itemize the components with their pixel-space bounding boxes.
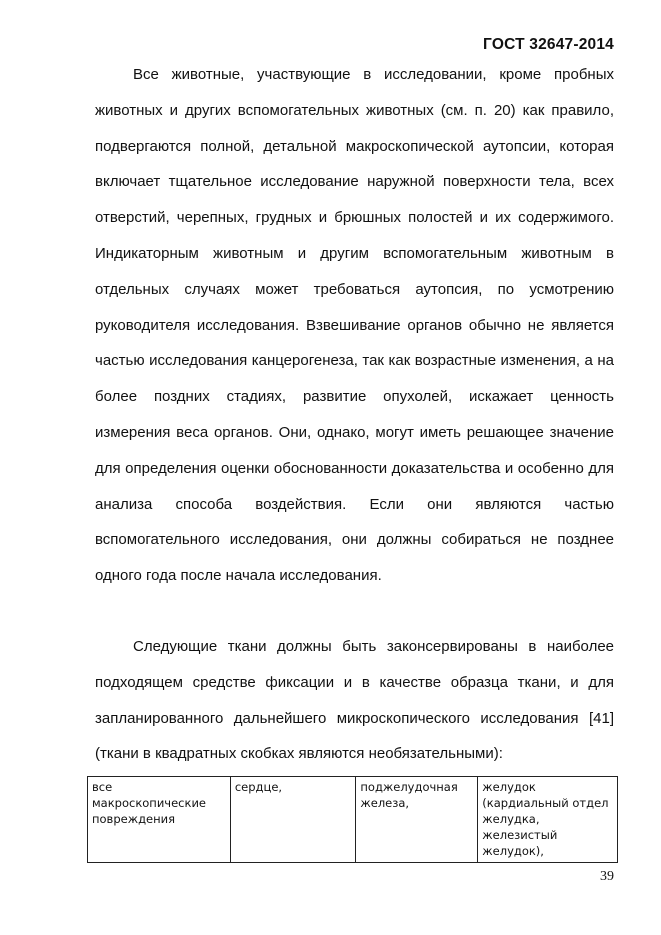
paragraph-autopsy <box>95 57 614 594</box>
table-cell-pancreas: поджелудочная железа, <box>356 777 478 863</box>
table-row <box>88 777 618 863</box>
table-cell-stomach: желудок (кардиальный отдел желудка, железистый желудок), <box>478 777 618 863</box>
table-cell-heart: сердце, <box>230 777 356 863</box>
page-number: 39 <box>600 869 614 884</box>
paragraph-tissues <box>95 629 614 772</box>
paragraph-tissues-text: Следующие ткани должны быть законсервированы в наиболее подходящем средстве фиксации и в качестве образца ткани, и для запланированного дальнейшего микроскопического исследования [41] (ткани в квадратных скобках являются необязательными): <box>95 638 614 763</box>
table-cell-gross-lesions: все макроскопические повреждения <box>88 777 231 863</box>
paragraph-autopsy-text: Все животные, участвующие в исследовании, кроме пробных животных и других вспомогательных животных (см. п. 20) как правило, подвергаются полной, детальной макроскопической аутопсии, которая включает тщательное исследование наружной поверхности тела, всех отверстий, черепных, грудных и брюшных полостей и их содержимого. Индикаторным животным и другим вспомогательным животным в отдельных случаях может требоваться аутопсия, по усмотрению руководителя исследования. Взвешивание органов обычно не является частью исследования канцерогенеза, так как возрастные изменения, а на более поздних стадиях, развитие опухолей, искажает ценность измерения веса органов. Они, однако, могут иметь решающее значение для определения оценки обоснованности доказательства и особенно для анализа способа воздействия. Если они являются частью вспомогательного исследования, они должны собираться не позднее одного года после начала исследования. <box>95 66 614 585</box>
document-code: ГОСТ 32647-2014 <box>483 36 614 53</box>
tissue-table <box>87 776 618 863</box>
